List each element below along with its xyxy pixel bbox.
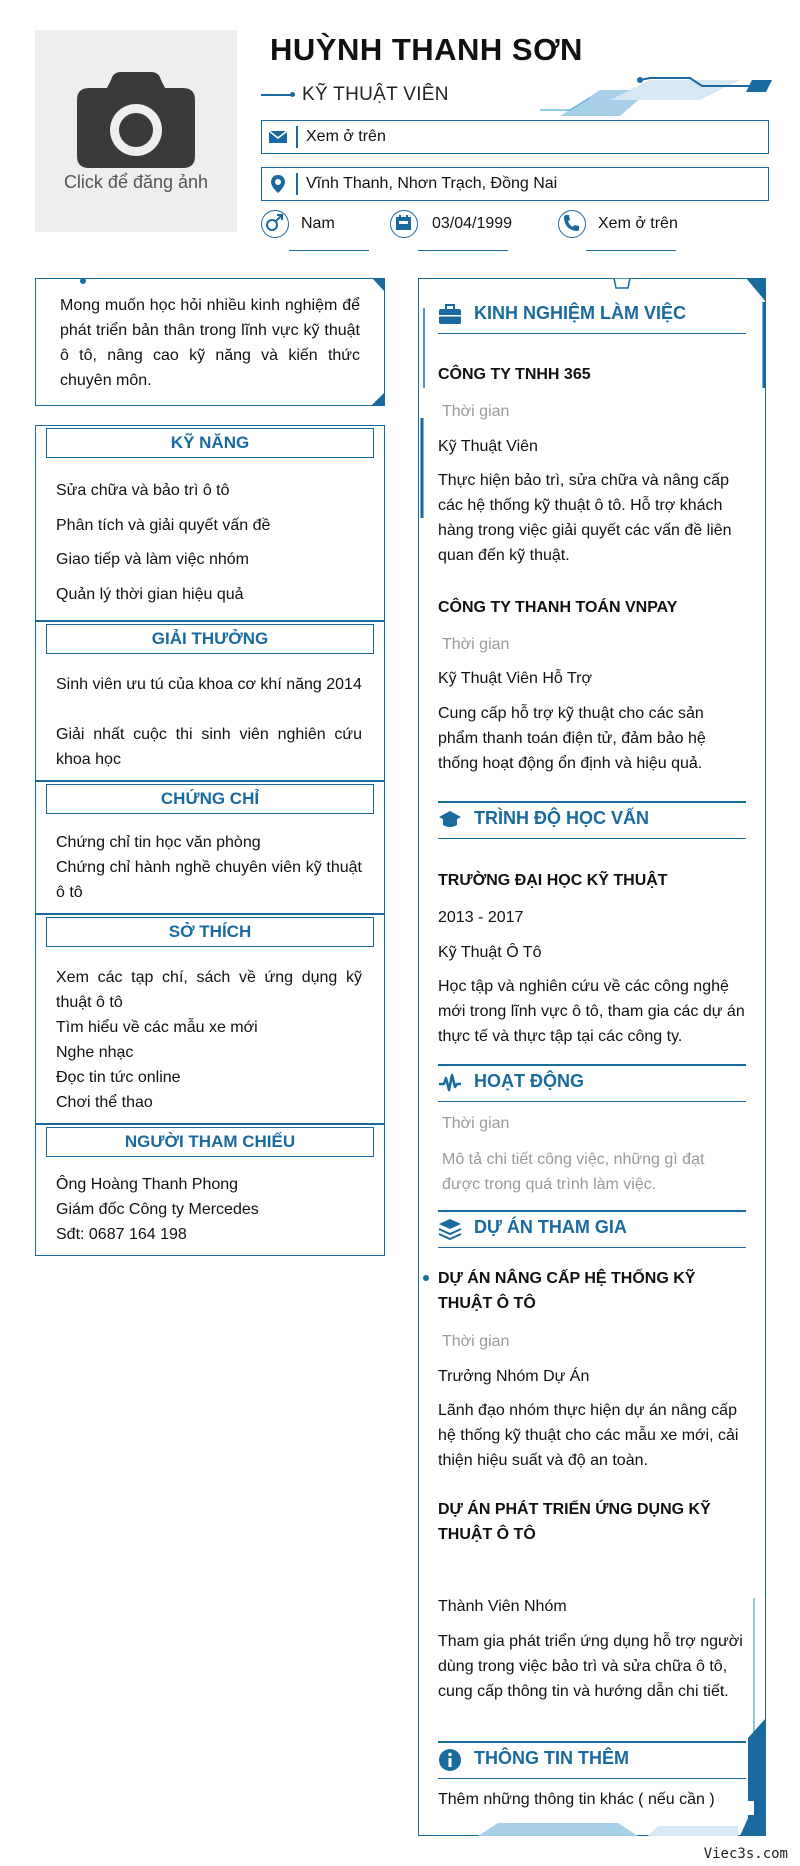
job-title: KỸ THUẬT VIÊN [302, 84, 449, 105]
reference-item: Ông Hoàng Thanh Phong [56, 1176, 239, 1193]
objective-frame-decoration [35, 278, 385, 406]
email-field [261, 120, 769, 154]
gender-value: Nam [301, 215, 335, 232]
pulse-icon [438, 1071, 462, 1095]
hobby-item: Tìm hiểu về các mẫu xe mới [56, 1019, 258, 1036]
hobbies-section [35, 914, 385, 1124]
hobbies-title: SỞ THÍCH [46, 917, 374, 947]
calendar-icon [390, 210, 418, 238]
job-company: CÔNG TY THANH TOÁN VNPAY [438, 599, 678, 616]
school-major: Kỹ Thuật Ô Tô [438, 944, 542, 961]
briefcase-icon [438, 303, 462, 327]
photo-caption: Click để đăng ảnh [63, 172, 209, 192]
objective-text: Mong muốn học hỏi nhiều kinh nghiệm để phát triển bản thân trong lĩnh vực kỹ thuật ô tô, nâng cao kỹ năng và kiến thức chuyên môn. [60, 297, 360, 389]
project-role: Trưởng Nhóm Dự Án [438, 1368, 590, 1385]
award-item: Sinh viên ưu tú của khoa cơ khí năng 2014 [56, 676, 362, 693]
phone-info [558, 210, 698, 250]
award-item: Giải nhất cuộc thi sinh viên nghiên cứu khoa học [56, 726, 362, 768]
job-description: Cung cấp hỗ trợ kỹ thuật cho các sản phẩm thanh toán điện tử, đảm bảo hệ thống hoạt động ổn định và hiệu quả. [438, 705, 706, 772]
layers-icon [438, 1217, 462, 1241]
project-name: DỰ ÁN NÂNG CẤP HỆ THỐNG KỸ THUẬT Ô TÔ [438, 1270, 696, 1312]
job-time: Thời gian [442, 403, 510, 420]
skill-item: Sửa chữa và bảo trì ô tô [56, 482, 230, 499]
avatar-upload[interactable] [35, 30, 237, 232]
email-value: Xem ở trên [306, 128, 386, 145]
education-title: TRÌNH ĐỘ HỌC VẤN [474, 808, 649, 828]
awards-section [35, 621, 385, 781]
info-icon [438, 1748, 462, 1772]
skill-item: Giao tiếp và làm việc nhóm [56, 551, 249, 568]
skills-section [35, 425, 385, 621]
camera-icon [77, 72, 195, 168]
school-description: Học tập và nghiên cứu về các công nghệ mới trong lĩnh vực ô tô, tham gia các dự án thực tế và thực tập tại các công ty. [438, 978, 745, 1045]
job-description: Thực hiện bảo trì, sửa chữa và nâng cấp các hệ thống kỹ thuật ô tô. Hỗ trợ khách hàng trong việc giải quyết các vấn đề liên quan đến kỹ thuật. [438, 472, 732, 564]
job-company: CÔNG TY TNHH 365 [438, 366, 591, 383]
address-value: Vĩnh Thanh, Nhơn Trạch, Đồng Nai [306, 175, 558, 192]
certificates-section [35, 781, 385, 914]
reference-item: Giám đốc Công ty Mercedes [56, 1201, 259, 1218]
dob-info [390, 210, 530, 250]
phone-value: Xem ở trên [598, 215, 678, 232]
certificates-title: CHỨNG CHỈ [46, 784, 374, 814]
mail-icon [268, 127, 288, 147]
hobby-item: Đọc tin tức online [56, 1069, 181, 1086]
projects-title-bar [438, 1211, 746, 1248]
hobby-item: Xem các tạp chí, sách về ứng dụng kỹ thuật ô tô [56, 969, 362, 1011]
certificate-item: Chứng chỉ tin học văn phòng [56, 834, 261, 851]
job-position: Kỹ Thuật Viên Hỗ Trợ [438, 670, 592, 687]
activities-title: HOẠT ĐỘNG [474, 1071, 584, 1091]
experience-title: KINH NGHIỆM LÀM VIỆC [474, 303, 687, 323]
watermark: Viec3s.com [703, 1846, 788, 1862]
school-years: 2013 - 2017 [438, 909, 524, 926]
reference-item: Sđt: 0687 164 198 [56, 1226, 187, 1243]
skill-item: Phân tích và giải quyết vấn đề [56, 517, 271, 534]
project-description: Tham gia phát triển ứng dụng hỗ trợ người dùng trong việc bảo trì và sửa chữa ô tô, cung cấp thông tin và hướng dẫn chi tiết. [438, 1633, 743, 1700]
phone-icon [558, 210, 586, 238]
certificate-item: Chứng chỉ hành nghề chuyên viên kỹ thuật ô tô [56, 859, 362, 901]
circuit-decoration [540, 74, 780, 118]
references-section [35, 1124, 385, 1256]
address-field [261, 167, 769, 201]
skills-title: KỸ NĂNG [46, 428, 374, 458]
role-dot [290, 92, 295, 97]
activity-description: Mô tả chi tiết công việc, những gì đạt được trong quá trình làm việc. [442, 1151, 705, 1193]
hobby-item: Nghe nhạc [56, 1044, 134, 1061]
hobby-item: Chơi thể thao [56, 1094, 153, 1111]
skill-item: Quản lý thời gian hiệu quả [56, 586, 244, 603]
candidate-name: HUỲNH THANH SƠN [270, 32, 583, 67]
job-time: Thời gian [442, 636, 510, 653]
gender-info [261, 210, 381, 250]
more-info-text: Thêm những thông tin khác ( nếu cần ) [438, 1791, 715, 1808]
activity-time: Thời gian [442, 1115, 510, 1132]
more-info-title-bar [438, 1742, 746, 1779]
graduation-cap-icon [438, 808, 462, 832]
project-time: Thời gian [442, 1333, 510, 1350]
activities-title-bar [438, 1065, 746, 1102]
awards-title: GIẢI THƯỞNG [46, 624, 374, 654]
role-line [261, 94, 293, 96]
references-title: NGƯỜI THAM CHIẾU [46, 1127, 374, 1157]
experience-title-bar [438, 297, 746, 334]
more-info-title: THÔNG TIN THÊM [474, 1748, 629, 1768]
job-position: Kỹ Thuật Viên [438, 438, 538, 455]
project-description: Lãnh đạo nhóm thực hiện dự án nâng cấp hệ thống kỹ thuật cho các mẫu xe mới, cải thiện hiệu suất và độ an toàn. [438, 1402, 739, 1469]
projects-title: DỰ ÁN THAM GIA [474, 1217, 627, 1237]
gender-icon [261, 210, 289, 238]
project-name: DỰ ÁN PHÁT TRIỂN ỨNG DỤNG KỸ THUẬT Ô TÔ [438, 1501, 711, 1543]
project-role: Thành Viên Nhóm [438, 1598, 567, 1615]
education-title-bar [438, 802, 746, 839]
school-name: TRƯỜNG ĐẠI HỌC KỸ THUẬT [438, 872, 668, 889]
location-pin-icon [268, 174, 288, 194]
dob-value: 03/04/1999 [432, 215, 513, 232]
